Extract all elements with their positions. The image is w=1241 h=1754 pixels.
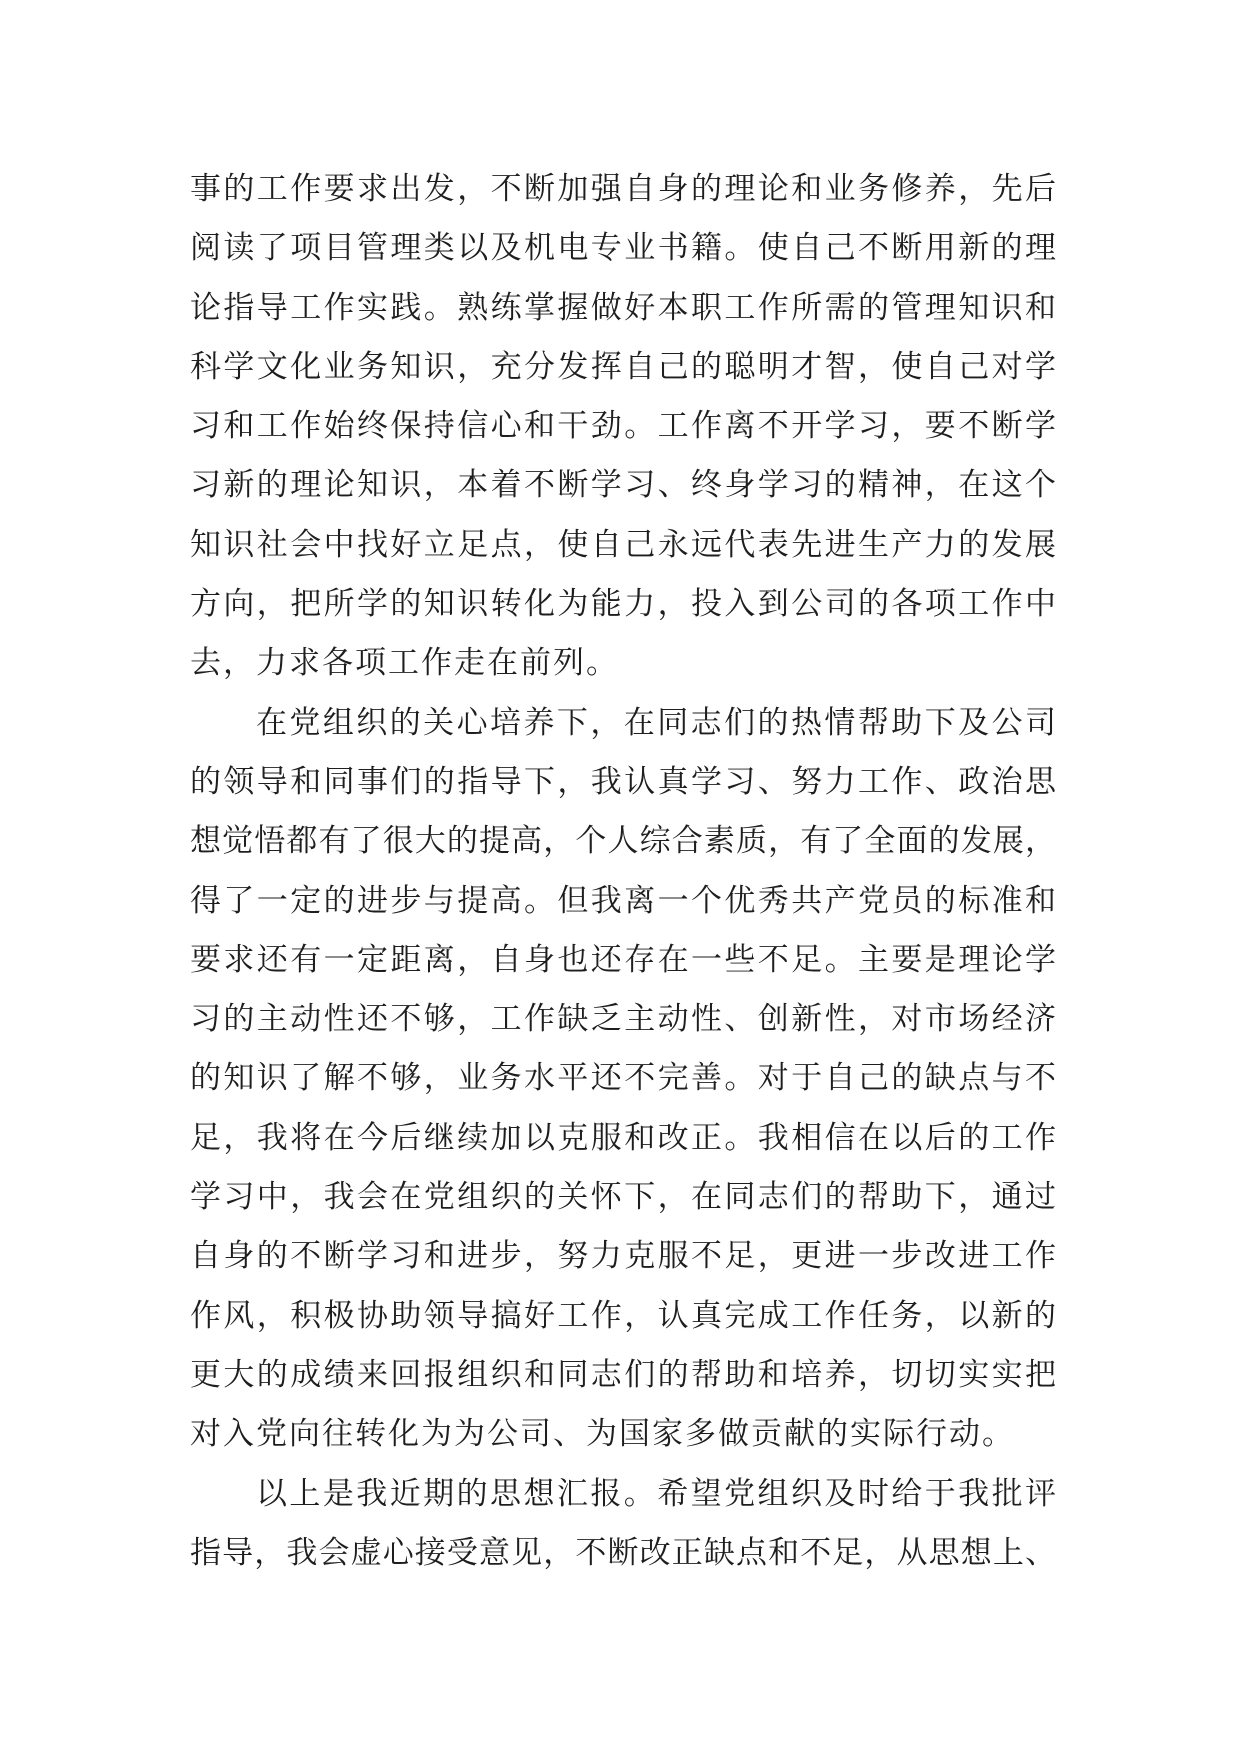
- text-line: 习新的理论知识，本着不断学习、终身学习的精神，在这个: [190, 467, 1056, 504]
- text-line: 足，我将在今后继续加以克服和改正。我相信在以后的工作: [190, 1119, 1056, 1156]
- text-line: 要求还有一定距离，自身也还存在一些不足。主要是理论学: [190, 941, 1056, 978]
- text-line: 更大的成绩来回报组织和同志们的帮助和培养，切切实实把: [190, 1356, 1056, 1393]
- text-line: 习的主动性还不够，工作缺乏主动性、创新性，对市场经济: [190, 1001, 1056, 1038]
- text-line: 自身的不断学习和进步，努力克服不足，更进一步改进工作: [190, 1238, 1056, 1275]
- paragraph-start-line: 以上是我近期的思想汇报。希望党组织及时给于我批评: [256, 1475, 1056, 1512]
- text-line: 方向，把所学的知识转化为能力，投入到公司的各项工作中: [190, 586, 1056, 623]
- body-text: [190, 160, 1056, 1583]
- text-line: 知识社会中找好立足点，使自己永远代表先进生产力的发展: [190, 526, 1056, 563]
- text-line: 事的工作要求出发，不断加强自身的理论和业务修养，先后: [190, 171, 1056, 207]
- text-line: 的领导和同事们的指导下，我认真学习、努力工作、政治思: [190, 763, 1056, 800]
- text-line: 作风，积极协助领导搞好工作，认真完成工作任务，以新的: [190, 1297, 1056, 1334]
- text-line: 得了一定的进步与提高。但我离一个优秀共产党员的标准和: [190, 882, 1056, 919]
- text-line: 的知识了解不够，业务水平还不完善。对于自己的缺点与不: [190, 1060, 1056, 1097]
- text-line: 指导，我会虚心接受意见，不断改正缺点和不足，从思想上、: [190, 1534, 1056, 1571]
- text-line: 学习中，我会在党组织的关怀下，在同志们的帮助下，通过: [190, 1179, 1056, 1216]
- text-line: 习和工作始终保持信心和干劲。工作离不开学习，要不断学: [190, 408, 1056, 445]
- paragraph-start-line: 在党组织的关心培养下，在同志们的热情帮助下及公司: [256, 704, 1056, 741]
- text-line: 对入党向往转化为为公司、为国家多做贡献的实际行动。: [190, 1416, 1015, 1453]
- text-line: 去，力求各项工作走在前列。: [190, 645, 619, 682]
- text-line: 科学文化业务知识，充分发挥自己的聪明才智，使自己对学: [190, 348, 1056, 385]
- text-line: 阅读了项目管理类以及机电专业书籍。使自己不断用新的理: [190, 230, 1056, 267]
- text-line: 想觉悟都有了很大的提高，个人综合素质，有了全面的发展，: [190, 823, 1056, 860]
- text-line: 论指导工作实践。熟练掌握做好本职工作所需的管理知识和: [190, 289, 1056, 326]
